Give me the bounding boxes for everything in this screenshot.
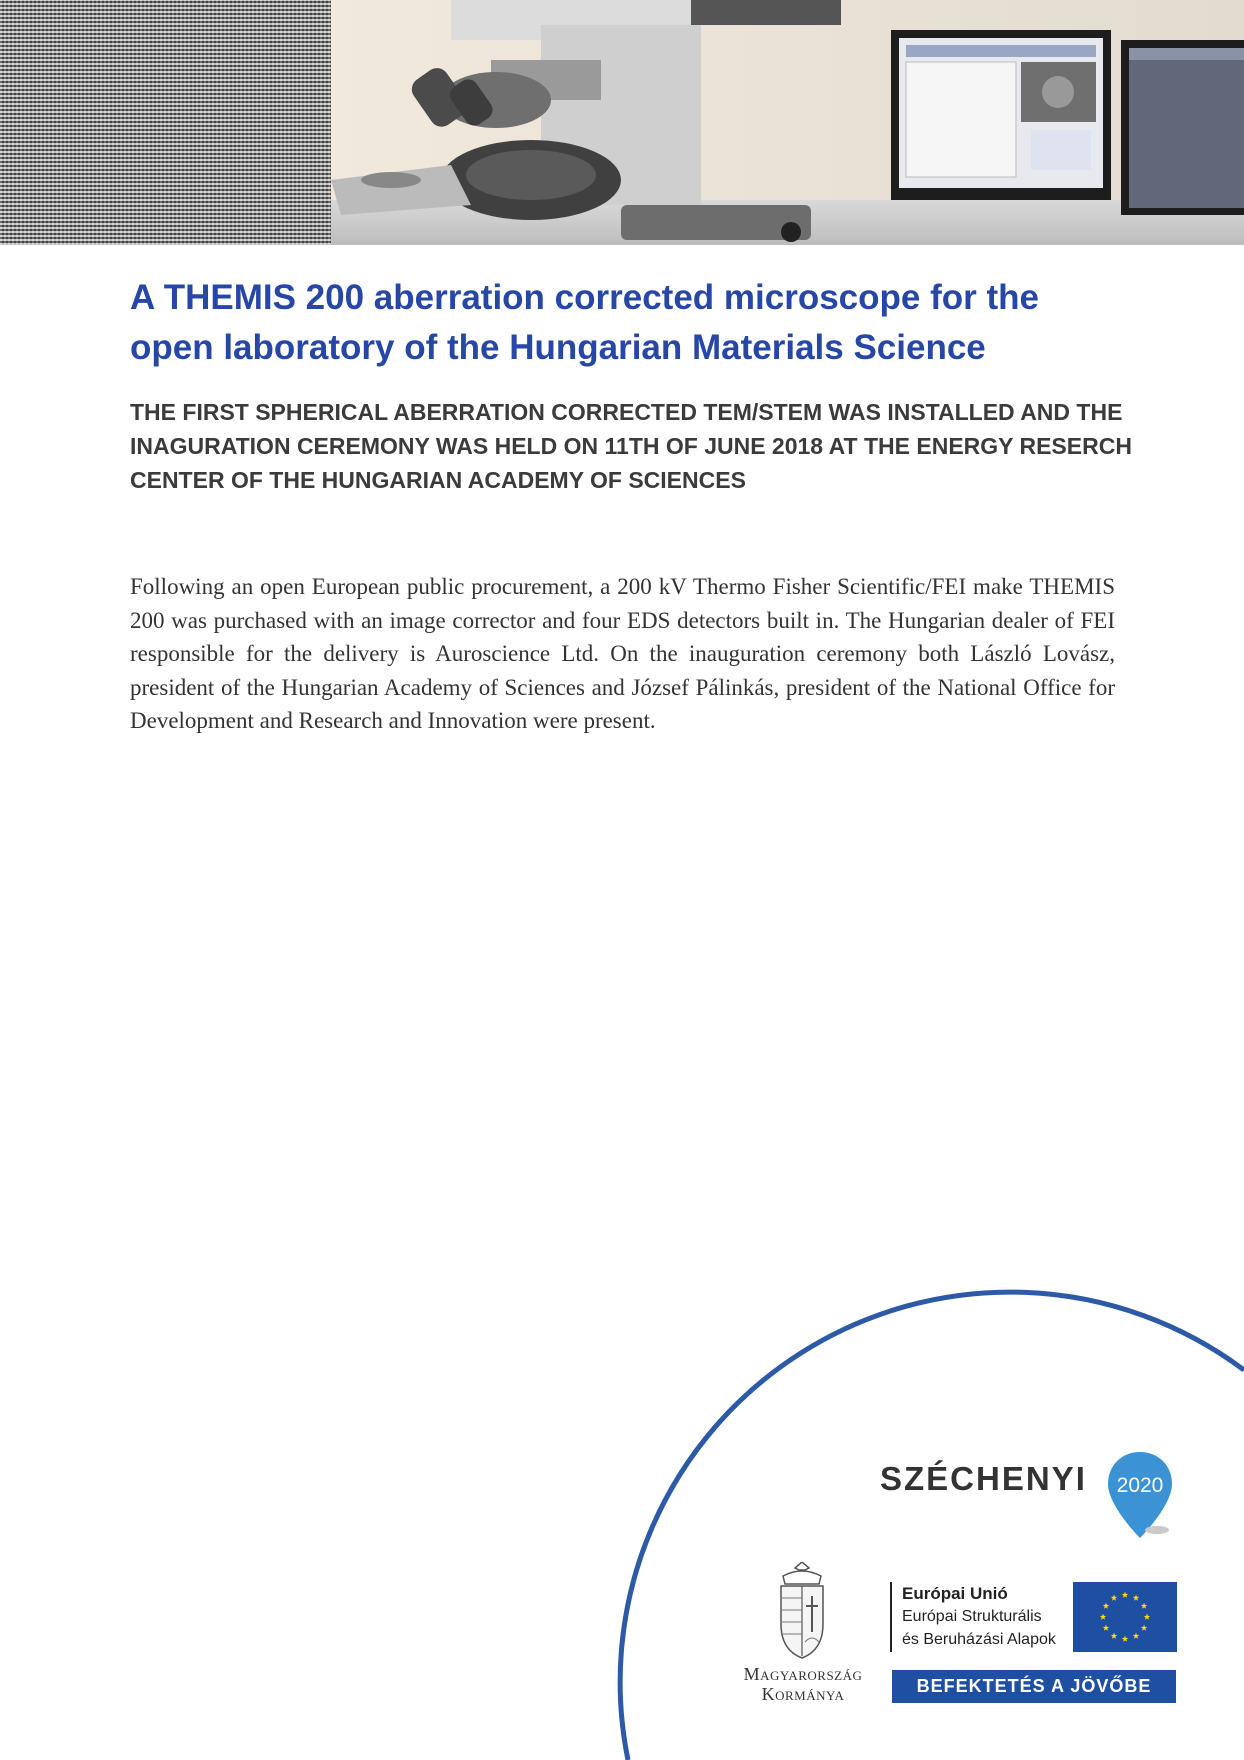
eu-funds-line-1: Európai Strukturális bbox=[902, 1608, 1042, 1625]
atomic-lattice-image bbox=[0, 0, 331, 245]
page-title: A THEMIS 200 aberration corrected microscope for the open laboratory of the Hungarian Materials Science bbox=[130, 278, 1039, 367]
eu-divider bbox=[890, 1582, 892, 1652]
location-pin-icon bbox=[1105, 1450, 1175, 1540]
szechenyi-year: 2020 bbox=[1116, 1474, 1164, 1497]
page-subtitle: THE FIRST SPHERICAL ABERRATION CORRECTED TEM/STEM WAS INSTALLED AND THE INAGURATION CEREMONY WAS HELD ON 11TH OF JUNE 2018 AT THE ENERGY RESERCH CENTER OF THE HUNGARIAN ACADEMY OF SCIENCES bbox=[130, 399, 1132, 493]
szechenyi-2020-logo bbox=[880, 1450, 1210, 1540]
government-line-2: Kormánya bbox=[761, 1684, 845, 1704]
eu-flag-icon bbox=[1073, 1582, 1177, 1652]
government-name bbox=[718, 1664, 888, 1704]
slogan-banner: BEFEKTETÉS A JÖVŐBE bbox=[892, 1670, 1176, 1703]
eu-title: Európai Unió bbox=[902, 1584, 1008, 1603]
coat-of-arms-icon bbox=[775, 1562, 829, 1662]
microscope-photo bbox=[331, 0, 1244, 245]
szechenyi-wordmark: SZÉCHENYI bbox=[880, 1460, 1087, 1497]
eu-funds-line-2: és Beruházási Alapok bbox=[902, 1631, 1056, 1648]
body-paragraph: Following an open European public procurement, a 200 kV Thermo Fisher Scientific/FEI make THEMIS 200 was purchased with an image corrector and four EDS detectors built in. The Hungarian dealer of FEI responsible for the delivery is Auroscience Ltd. On the inauguration ceremony both László Lovász, president of the Hungarian Academy of Sciences and József Pálinkás, president of the National Office for Development and Research and Innovation were present. bbox=[130, 574, 1115, 733]
header-photo-band bbox=[0, 0, 1244, 245]
government-line-1: Magyarország bbox=[743, 1664, 863, 1684]
eu-funds-logo bbox=[890, 1580, 1180, 1655]
